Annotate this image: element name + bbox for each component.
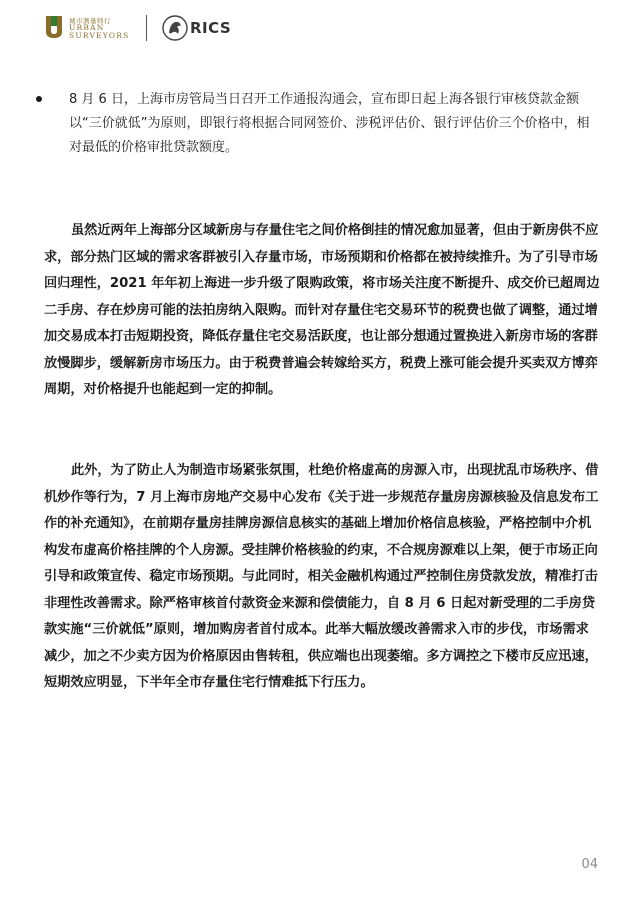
bullet-icon (36, 96, 42, 102)
bullet-text: 8 月 6 日，上海市房管局当日召开工作通报沟通会，宣布即日起上海各银行审核贷款金额以“三价就低”为原则，即银行将根据合同网签价、涉税评估价、银行评估价三个价格中，相对最低的价格审批贷款额度。 (69, 92, 590, 155)
page-header (44, 14, 604, 44)
brand-name-cn: 城市测量师行 (69, 17, 111, 25)
body-paragraph-2: 此外，为了防止人为制造市场紧张氛围，杜绝价格虚高的房源入市，出现扰乱市场秩序、借机炒作等行为，7 月上海市房地产交易中心发布《关于进一步规范存量房房源核验及信息发布工作的补充通知》，在前期存量房挂牌房源信息核实的基础上增加价格信息核验，严格控制中介机构发布虚高价格挂牌的个人房源。受挂牌价格核验的约束，不合规房源难以上架，便于市场正向引导和政策宣传、稳定市场预期。与此同时，相关金融机构通过严控制住房贷款发放，精准打击非理性改善需求。除严格审核首付款资金来源和偿债能力，自 8 月 6 日起对新受理的二手房贷款实施“三价就低”原则，增加购房者首付成本。此举大幅放缓改善需求入市的步伐，市场需求减少，加之不少卖方因为价格原因由售转租，供应端也出现萎缩。多方调控之下楼市反应迅速，短期效应明显，下半年全市存量住宅行情难抵下行压力。 (44, 463, 599, 690)
header-divider (146, 15, 147, 41)
brand-name-en-line2: SURVEYORS (69, 31, 130, 40)
urban-surveyors-logo-icon (44, 14, 64, 40)
body-paragraph-1: 虽然近两年上海部分区域新房与存量住宅之间价格倒挂的情况愈加显著，但由于新房供不应求，部分热门区域的需求客群被引入存量市场，市场预期和价格都在被持续推升。为了引导市场回归理性，2021 年年初上海进一步升级了限购政策，将市场关注度不断提升、成交价已超周边二手房、存在炒房可能的法拍房纳入限购。而针对存量住宅交易环节的税费也做了调整，通过增加交易成本打击短期投资，降低存量住宅交易活跃度，也让部分想通过置换进入新房市场的客群放慢脚步，缓解新房市场压力。由于税费普遍会转嫁给买方，税费上涨可能会提升买卖双方博弈周期，对价格提升也能起到一定的抑制。 (44, 223, 600, 397)
brand-name-en-line1: URBAN (69, 23, 105, 32)
page-number: 04 (581, 857, 598, 872)
rics-wordmark: RICS (190, 19, 232, 37)
rics-lion-icon (162, 15, 188, 41)
brand-name-en (69, 24, 129, 40)
